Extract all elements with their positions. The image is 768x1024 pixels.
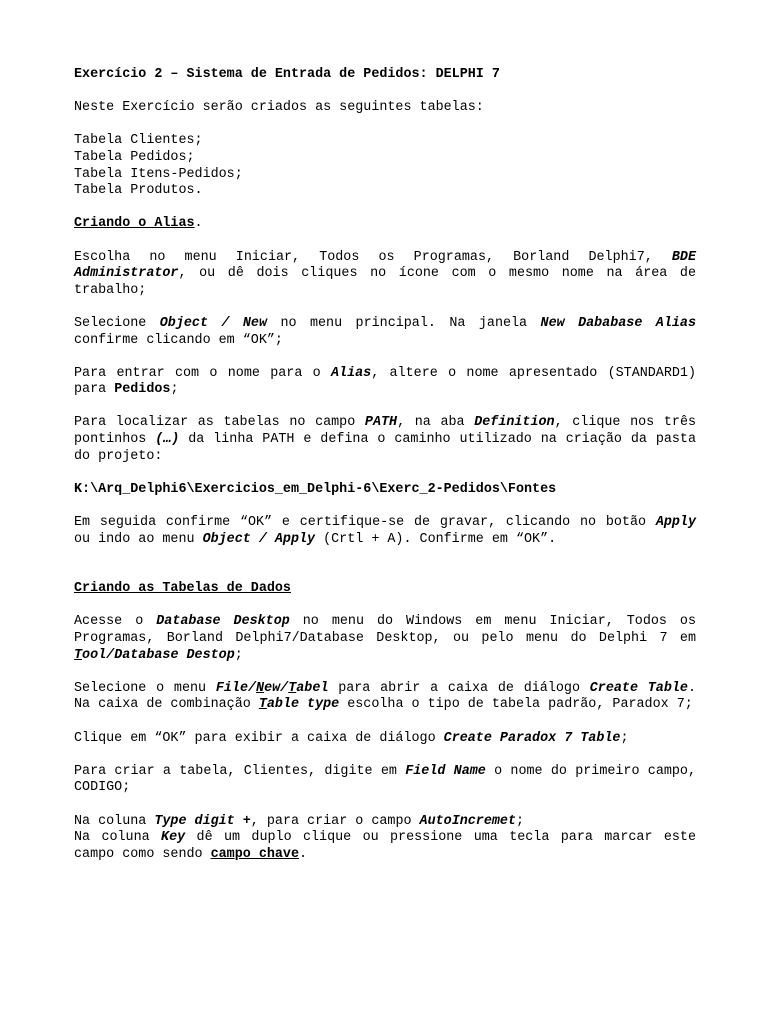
alias-paragraph-4 <box>74 415 696 465</box>
text-run: escolha o tipo de tabela padrão, Paradox 7; <box>339 697 693 713</box>
text-run: New Dababase Alias <box>540 315 696 331</box>
text-run: confirme clicando em “OK”; <box>74 332 283 348</box>
text-run: dê um duplo clique ou pressione uma tecla para marcar este campo como sendo <box>74 830 697 862</box>
alias-paragraph-3 <box>74 366 696 399</box>
text-run: ; <box>234 647 243 663</box>
text-run: Clique em “OK” para exibir a caixa de diálogo <box>74 730 444 746</box>
text-run: Pedidos <box>114 382 171 398</box>
text-run: able type <box>266 697 340 713</box>
text-run: da linha PATH e defina o caminho utilizado na criação da pasta do projeto: <box>74 432 697 464</box>
text-run: Criando as Tabelas de Dados <box>74 581 291 597</box>
text-run: Em seguida confirme “OK” e certifique-se de gravar, clicando no botão <box>74 515 656 531</box>
alias-path <box>74 482 696 499</box>
text-run: , na aba <box>397 415 475 431</box>
text-run: Para localizar as tabelas no campo <box>74 415 365 431</box>
text-run: . <box>299 846 308 862</box>
text-run: (Crtl + A). Confirme em “OK”. <box>315 531 557 547</box>
text-run: ool/Database Destop <box>82 647 235 663</box>
text-run: campo chave <box>210 846 300 862</box>
text-run: Escolha no menu Iniciar, Todos os Programas, Borland Delphi7, <box>74 249 672 265</box>
text-run: Apply <box>655 515 696 531</box>
text-run: ew/ <box>264 680 289 696</box>
text-run: N <box>256 680 265 696</box>
text-run: Object / New <box>159 315 268 331</box>
text-run: . <box>194 216 203 232</box>
text-run: File/ <box>215 680 257 696</box>
text-run: ; <box>515 813 525 829</box>
text-run: para abrir a caixa de diálogo <box>328 680 590 696</box>
text-run: ; <box>620 730 629 746</box>
text-run: BDE Administrator <box>74 249 696 282</box>
text-run: , para criar o campo <box>250 813 420 829</box>
text-run: Para entrar com o nome para o <box>74 365 332 381</box>
text-run: , altere o nome apresentado (STANDARD1) para <box>74 365 696 398</box>
text-run: T <box>258 697 267 713</box>
text-run: , clique nos três pontinhos <box>74 415 697 448</box>
text-run: Create Paradox 7 Table <box>443 730 621 746</box>
text-run: K:\Arq_Delphi6\Exercicios_em_Delphi-6\Exerc_2-Pedidos\Fontes <box>74 481 557 497</box>
text-run: , ou dê dois cliques no ícone com o mesmo nome na área de trabalho; <box>74 266 696 298</box>
text-run: AutoIncremet <box>419 813 516 829</box>
text-run: Acesse o <box>74 614 157 630</box>
section-heading-alias <box>74 216 696 233</box>
text-run: o nome do primeiro campo, CODIGO; <box>74 763 697 796</box>
text-run: Criando o Alias <box>74 216 195 232</box>
alias-paragraph-1 <box>74 250 696 300</box>
text-run: Object / Apply <box>202 531 316 547</box>
text-run: ; <box>170 382 179 398</box>
tables-paragraph-5 <box>74 814 696 831</box>
alias-paragraph-2 <box>74 316 696 349</box>
table-list-item: Tabela Produtos. <box>74 183 203 199</box>
text-run: abel <box>296 680 329 696</box>
tables-paragraph-4 <box>74 764 696 797</box>
text-run: PATH <box>364 415 398 431</box>
text-run: Selecione <box>74 315 160 331</box>
text-run: Definition <box>474 415 555 431</box>
text-run: no menu principal. Na janela <box>267 315 541 331</box>
text-run: Na coluna <box>74 813 155 829</box>
table-list-item: Tabela Pedidos; <box>74 149 195 165</box>
tables-paragraph-6 <box>74 830 696 863</box>
text-run: T <box>74 647 83 663</box>
text-run: no menu do Windows em menu Iniciar, Todos os Programas, Borland Delphi7/Database Desktop, ou pelo menu do Delphi 7 em <box>74 614 697 646</box>
text-run: Create Table <box>589 680 688 696</box>
tables-paragraph-1 <box>74 614 696 664</box>
section-heading-tables <box>74 581 696 598</box>
text-run: (…) <box>155 432 180 448</box>
text-run: Selecione o menu <box>74 680 216 696</box>
table-list-item: Tabela Itens-Pedidos; <box>74 166 243 182</box>
text-run: . Na caixa de combinação <box>74 680 696 713</box>
text-run: Type digit + <box>154 813 251 829</box>
document-title <box>74 67 696 84</box>
text-run: Alias <box>331 365 372 381</box>
text-run: T <box>288 680 297 696</box>
text-run: ou indo ao menu <box>74 531 203 547</box>
document-body <box>74 67 696 863</box>
text-run: Key <box>161 830 186 846</box>
text-run: Na coluna <box>74 830 162 846</box>
alias-paragraph-5 <box>74 515 696 548</box>
tables-paragraph-2 <box>74 681 696 714</box>
text-run: Field Name <box>405 763 486 779</box>
text-run: Database Desktop <box>156 614 290 630</box>
table-list-item: Tabela Clientes; <box>74 133 203 149</box>
tables-paragraph-3 <box>74 731 696 748</box>
text-run: Exercício 2 – Sistema de Entrada de Pedidos: DELPHI 7 <box>74 67 500 82</box>
intro-text: Neste Exercício serão criados as seguintes tabelas: <box>74 100 484 116</box>
text-run: Para criar a tabela, Clientes, digite em <box>74 763 406 779</box>
